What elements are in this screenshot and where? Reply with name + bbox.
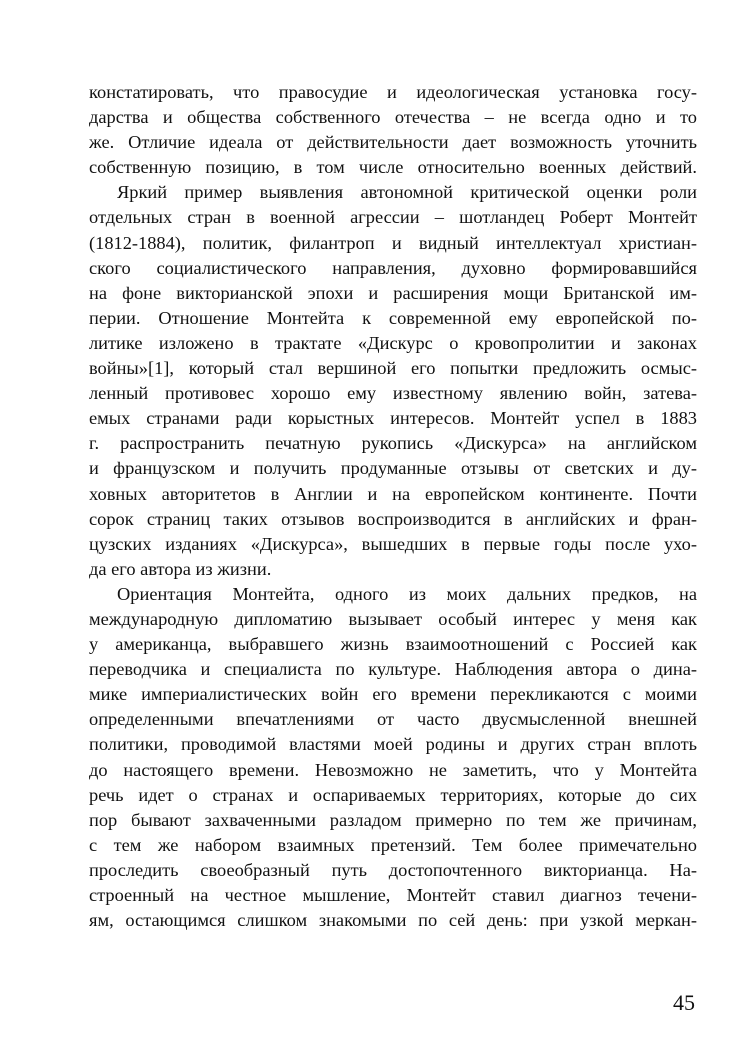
text-line: Ориентация Монтейта, одного из моих дальних предков, на — [117, 583, 697, 604]
text-line: констатировать, что правосудие и идеологическая установка госу- — [89, 82, 697, 102]
paragraph-2 — [89, 180, 697, 582]
text-line: ям, остающимся слишком знакомыми по сей день: при узкой меркан- — [89, 910, 697, 931]
text-line: политики, проводимой властями моей родины и других стран вплоть — [89, 734, 697, 755]
text-line: же. Отличие идеала от действительности дает возможность уточнить — [89, 132, 697, 153]
text-line: г. распространить печатную рукопись «Дискурса» на английском — [89, 433, 697, 454]
text-line: переводчика и специалиста по культуре. Наблюдения автора о дина- — [89, 659, 697, 680]
text-line: войны»[1], который стал вершиной его попытки предложить осмыс- — [89, 358, 697, 379]
text-line: речь идет о странах и оспариваемых территориях, которые до сих — [89, 784, 697, 805]
paragraph-3 — [89, 582, 697, 933]
text-line: ховных авторитетов в Англии и на европейском континенте. Почти — [89, 483, 697, 504]
text-line: да его автора из жизни. — [89, 558, 272, 579]
page-number: 45 — [673, 990, 695, 1015]
text-line: (1812-1884), политик, филантроп и видный интеллектуал христиан- — [89, 232, 697, 253]
text-line: отдельных стран в военной агрессии – шотландец Роберт Монтейт — [89, 207, 697, 228]
text-line: перии. Отношение Монтейта к современной ему европейской по- — [89, 307, 697, 328]
text-line: сорок страниц таких отзывов воспроизводится в английских и фран- — [89, 508, 697, 529]
text-line: международную дипломатию вызывает особый интерес у меня как — [89, 608, 697, 629]
text-line: пор бывают захваченными разладом примерно по тем же причинам, — [89, 809, 697, 830]
text-line: с тем же набором взаимных претензий. Тем более примечательно — [89, 834, 697, 855]
text-line: мике империалистических войн его времени перекликаются с моими — [89, 684, 697, 705]
text-line: проследить своеобразный путь достопочтенного викторианца. На- — [89, 859, 697, 880]
text-line: ленный противовес хорошо ему известному явлению войн, затева- — [89, 383, 697, 404]
text-line: до настоящего времени. Невозможно не заметить, что у Монтейта — [89, 759, 697, 780]
text-line: на фоне викторианской эпохи и расширения мощи Британской им- — [89, 282, 697, 303]
text-line: Яркий пример выявления автономной критической оценки роли — [117, 182, 697, 203]
page-body — [89, 80, 697, 933]
text-line: ского социалистического направления, духовно формировавшийся — [89, 257, 697, 278]
text-line: литике изложено в трактате «Дискурс о кровопролитии и законах — [89, 332, 697, 353]
text-line: собственную позицию, в том числе относительно военных действий. — [89, 157, 697, 178]
text-line: емых странами ради корыстных интересов. Монтейт успел в 1883 — [89, 408, 697, 429]
text-line: у американца, выбравшего жизнь взаимоотношений с Россией как — [89, 634, 697, 655]
text-line: дарства и общества собственного отечества – не всегда одно и то — [89, 107, 697, 128]
text-line: и французском и получить продуманные отзывы от светских и ду- — [89, 458, 697, 479]
text-line: определенными впечатлениями от часто двусмысленной внешней — [89, 709, 697, 730]
text-line: цузских изданиях «Дискурса», вышедших в первые годы после ухо- — [89, 533, 697, 554]
text-line: строенный на честное мышление, Монтейт ставил диагноз течени- — [89, 885, 697, 905]
paragraph-1 — [89, 80, 697, 180]
